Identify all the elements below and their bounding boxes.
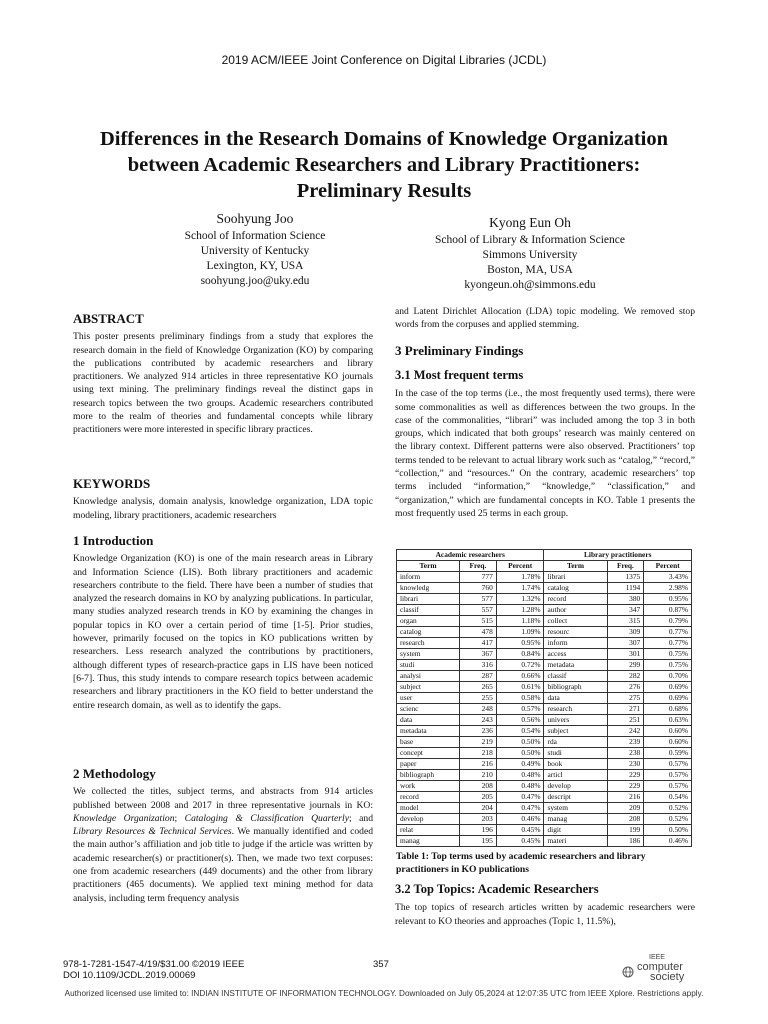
freq-cell: 219	[460, 737, 497, 748]
freq-cell: 196	[460, 825, 497, 836]
group-header-practitioners: Library practitioners	[544, 550, 692, 561]
term-cell: catalog	[397, 627, 460, 638]
table-row	[397, 649, 692, 660]
journal-name: Knowledge Organization	[73, 812, 175, 824]
freq-cell: 242	[607, 726, 644, 737]
percent-cell: 0.52%	[644, 803, 692, 814]
percent-cell: 0.63%	[644, 715, 692, 726]
table-row	[397, 704, 692, 715]
term-cell: collect	[544, 616, 607, 627]
authorized-use-notice: Authorized licensed use limited to: INDIAN INSTITUTE OF INFORMATION TECHNOLOGY. Downloaded on July 05,2024 at 12:07:35 UTC from IEEE Xplore. Restrictions apply.	[64, 989, 704, 998]
percent-cell: 0.61%	[496, 682, 544, 693]
term-cell: record	[544, 594, 607, 605]
percent-cell: 0.75%	[644, 660, 692, 671]
ieee-computer-society-logo	[622, 954, 712, 987]
column-header: Percent	[496, 561, 544, 572]
freq-cell: 301	[607, 649, 644, 660]
methodology-section	[73, 767, 373, 905]
author-location: Lexington, KY, USA	[206, 260, 304, 272]
introduction-heading: 1 Introduction	[73, 533, 154, 548]
term-cell: classif	[544, 671, 607, 682]
table-row	[397, 737, 692, 748]
table-row	[397, 616, 692, 627]
freq-cell: 367	[460, 649, 497, 660]
term-cell: author	[544, 605, 607, 616]
journal-name: Cataloging & Classification Quarterly	[184, 812, 349, 824]
freq-cell: 265	[460, 682, 497, 693]
title-line: Preliminary Results	[296, 180, 472, 202]
table-row	[397, 693, 692, 704]
term-cell: rda	[544, 737, 607, 748]
freq-cell: 210	[460, 770, 497, 781]
frequent-terms-text: In the case of the top terms (i.e., the most frequently used terms), there were some commonalities as well as differences between the two groups. In the case of the commonalities, “librari” was included among the top 3 in both groups, which indicated that both groups’ research was mainly centered on the library context. Different patterns were also observed. Practitioners’ top terms tended to be relevant to actual library work such as “catalog,” “record,” “collection,” and “resources.” On the contrary, academic researchers’ top terms included “information,” “knowledge,” “classification,” and “organization,” which are fundamental concepts in KO. Table 1 presents the most frequently used 25 terms in each group.	[395, 388, 695, 519]
percent-cell: 0.52%	[644, 814, 692, 825]
table-row	[397, 814, 692, 825]
percent-cell: 0.69%	[644, 682, 692, 693]
author-name: Soohyung Joo	[216, 211, 294, 226]
percent-cell: 0.57%	[644, 759, 692, 770]
introduction-text: Knowledge Organization (KO) is one of the main research areas in Library and Information Science (LIS). Both library practitioners and academic researchers contribute to the field. There have been a number of studies that analyzed the research domains in KO by analyzing publications. In particular, many studies analyzed research trends in KO by examining the changes in popular topics in KO over a certain period of time [1-5]. Prior studies, however, primarily focused on the topics in KO publications written by researchers. Less research analyzed the contributions by practitioners, although different types of research-practice gaps in LIS have been noticed [6-7]. Thus, this study intends to compare research topics between academic researchers and library practitioners in the KO field to better understand the entire research domain, as well as to identify the gaps.	[73, 553, 373, 711]
author-email[interactable]: kyongeun.oh@simmons.edu	[464, 279, 596, 291]
abstract-heading: ABSTRACT	[73, 311, 144, 326]
percent-cell: 0.57%	[496, 704, 544, 715]
footer-isbn: 978-1-7281-1547-4/19/$31.00 ©2019 IEEE	[63, 959, 245, 970]
freq-cell: 315	[607, 616, 644, 627]
paper-title	[40, 126, 728, 204]
page-number: 357	[373, 959, 389, 970]
term-cell: organ	[397, 616, 460, 627]
term-cell: digit	[544, 825, 607, 836]
author-dept: School of Information Science	[184, 230, 326, 242]
term-cell: univers	[544, 715, 607, 726]
term-cell: manag	[544, 814, 607, 825]
percent-cell: 0.48%	[496, 781, 544, 792]
top-topics-heading: 3.2 Top Topics: Academic Researchers	[395, 882, 599, 896]
column-header: Term	[544, 561, 607, 572]
abstract-text: This poster presents preliminary findings from a study that explores the research domain in the field of Knowledge Organization (KO) by comparing the publications contributed by academic researchers and library practitioners. We analyzed 914 articles in three representative KO journals using text mining. The preliminary findings reveal the distinct gaps in research topics between the two groups. Academic researchers contributed more to the realm of theories and fundamental concepts while library practitioners were more interested in specific library practices.	[73, 331, 373, 436]
freq-cell: 238	[607, 748, 644, 759]
freq-cell: 316	[460, 660, 497, 671]
keywords-heading: KEYWORDS	[73, 476, 151, 491]
freq-cell: 347	[607, 605, 644, 616]
term-cell: metadata	[544, 660, 607, 671]
logo-computer-text: computer	[637, 961, 683, 973]
column-header: Term	[397, 561, 460, 572]
percent-cell: 0.77%	[644, 638, 692, 649]
freq-cell: 380	[607, 594, 644, 605]
freq-cell: 248	[460, 704, 497, 715]
percent-cell: 0.59%	[644, 748, 692, 759]
column-header: Freq.	[607, 561, 644, 572]
table-row	[397, 682, 692, 693]
term-cell: concept	[397, 748, 460, 759]
term-cell: materi	[544, 836, 607, 847]
author-dept: School of Library & Information Science	[434, 234, 625, 246]
freq-cell: 287	[460, 671, 497, 682]
top-topics-section	[395, 883, 695, 928]
percent-cell: 0.84%	[496, 649, 544, 660]
term-cell: work	[397, 781, 460, 792]
freq-cell: 216	[607, 792, 644, 803]
freq-cell: 199	[607, 825, 644, 836]
term-cell: subject	[544, 726, 607, 737]
term-cell: librari	[544, 572, 607, 583]
table-row	[397, 660, 692, 671]
freq-cell: 236	[460, 726, 497, 737]
table-1	[396, 549, 692, 847]
table-row	[397, 627, 692, 638]
percent-cell: 0.57%	[644, 781, 692, 792]
group-header-academic: Academic researchers	[397, 550, 544, 561]
term-cell: system	[397, 649, 460, 660]
table-row	[397, 726, 692, 737]
percent-cell: 0.69%	[644, 693, 692, 704]
percent-cell: 1.09%	[496, 627, 544, 638]
term-cell: data	[544, 693, 607, 704]
term-cell: scienc	[397, 704, 460, 715]
conference-header: 2019 ACM/IEEE Joint Conference on Digital Libraries (JCDL)	[221, 53, 547, 67]
journal-name: Library Resources & Technical Services	[73, 826, 232, 838]
author-name: Kyong Eun Oh	[489, 215, 571, 230]
term-cell: base	[397, 737, 460, 748]
table-row	[397, 825, 692, 836]
freq-cell: 515	[460, 616, 497, 627]
percent-cell: 2.98%	[644, 583, 692, 594]
table-row	[397, 781, 692, 792]
globe-icon	[622, 966, 634, 978]
introduction-section	[73, 534, 373, 712]
freq-cell: 208	[460, 781, 497, 792]
freq-cell: 203	[460, 814, 497, 825]
table-row	[397, 638, 692, 649]
author-1	[130, 210, 380, 289]
term-cell: studi	[544, 748, 607, 759]
percent-cell: 0.87%	[644, 605, 692, 616]
freq-cell: 204	[460, 803, 497, 814]
term-cell: develop	[544, 781, 607, 792]
freq-cell: 186	[607, 836, 644, 847]
table-row	[397, 572, 692, 583]
term-cell: descript	[544, 792, 607, 803]
table-row	[397, 759, 692, 770]
term-cell: user	[397, 693, 460, 704]
percent-cell: 1.78%	[496, 572, 544, 583]
percent-cell: 0.54%	[496, 726, 544, 737]
author-location: Boston, MA, USA	[487, 264, 573, 276]
footer-doi[interactable]: DOI 10.1109/JCDL.2019.00069	[63, 970, 196, 981]
percent-cell: 1.18%	[496, 616, 544, 627]
term-cell: book	[544, 759, 607, 770]
term-cell: model	[397, 803, 460, 814]
percent-cell: 0.75%	[644, 649, 692, 660]
freq-cell: 205	[460, 792, 497, 803]
author-2	[395, 214, 665, 293]
table-row	[397, 803, 692, 814]
freq-cell: 275	[607, 693, 644, 704]
term-cell: record	[397, 792, 460, 803]
freq-cell: 209	[607, 803, 644, 814]
terms-table	[396, 549, 692, 847]
table-row	[397, 748, 692, 759]
percent-cell: 1.32%	[496, 594, 544, 605]
percent-cell: 0.46%	[644, 836, 692, 847]
freq-cell: 478	[460, 627, 497, 638]
column-header: Freq.	[460, 561, 497, 572]
title-line: between Academic Researchers and Library Practitioners:	[127, 154, 641, 176]
percent-cell: 0.95%	[644, 594, 692, 605]
table-row	[397, 792, 692, 803]
term-cell: bibliograph	[544, 682, 607, 693]
freq-cell: 239	[607, 737, 644, 748]
top-topics-text: The top topics of research articles written by academic researchers were relevant to KO theories and approaches (Topic 1, 11.5%),	[395, 902, 695, 927]
term-cell: research	[544, 704, 607, 715]
freq-cell: 777	[460, 572, 497, 583]
table-caption: Table 1: Top terms used by academic researchers and library practitioners in KO publications	[396, 851, 646, 875]
term-cell: data	[397, 715, 460, 726]
term-cell: analysi	[397, 671, 460, 682]
freq-cell: 276	[607, 682, 644, 693]
freq-cell: 577	[460, 594, 497, 605]
freq-cell: 1375	[607, 572, 644, 583]
table-row	[397, 671, 692, 682]
freq-cell: 218	[460, 748, 497, 759]
freq-cell: 1194	[607, 583, 644, 594]
freq-cell: 195	[460, 836, 497, 847]
logo-ieee-text: IEEE	[649, 954, 665, 961]
term-cell: subject	[397, 682, 460, 693]
freq-cell: 230	[607, 759, 644, 770]
percent-cell: 0.70%	[644, 671, 692, 682]
percent-cell: 0.45%	[496, 836, 544, 847]
term-cell: inform	[544, 638, 607, 649]
freq-cell: 271	[607, 704, 644, 715]
percent-cell: 0.68%	[644, 704, 692, 715]
percent-cell: 1.74%	[496, 583, 544, 594]
freq-cell: 216	[460, 759, 497, 770]
freq-cell: 282	[607, 671, 644, 682]
keywords-text: Knowledge analysis, domain analysis, knowledge organization, LDA topic modeling, library practitioners, academic researchers	[73, 496, 373, 521]
freq-cell: 307	[607, 638, 644, 649]
percent-cell: 0.57%	[644, 770, 692, 781]
abstract-section	[73, 312, 373, 437]
freq-cell: 760	[460, 583, 497, 594]
term-cell: develop	[397, 814, 460, 825]
percent-cell: 0.77%	[644, 627, 692, 638]
freq-cell: 417	[460, 638, 497, 649]
table-row	[397, 836, 692, 847]
term-cell: catalog	[544, 583, 607, 594]
author-univ: University of Kentucky	[200, 245, 310, 257]
percent-cell: 0.47%	[496, 803, 544, 814]
percent-cell: 0.47%	[496, 792, 544, 803]
percent-cell: 0.79%	[644, 616, 692, 627]
table-row	[397, 605, 692, 616]
term-cell: metadata	[397, 726, 460, 737]
percent-cell: 0.48%	[496, 770, 544, 781]
percent-cell: 0.60%	[644, 726, 692, 737]
table-row	[397, 583, 692, 594]
freq-cell: 309	[607, 627, 644, 638]
term-cell: access	[544, 649, 607, 660]
term-cell: resourc	[544, 627, 607, 638]
term-cell: paper	[397, 759, 460, 770]
findings-heading: 3 Preliminary Findings	[395, 343, 524, 358]
percent-cell: 0.72%	[496, 660, 544, 671]
frequent-terms-section	[395, 369, 695, 520]
term-cell: relat	[397, 825, 460, 836]
column-header: Percent	[644, 561, 692, 572]
term-cell: knowledg	[397, 583, 460, 594]
table-row	[397, 594, 692, 605]
methodology-heading: 2 Methodology	[73, 766, 156, 781]
freq-cell: 251	[607, 715, 644, 726]
term-cell: librari	[397, 594, 460, 605]
term-cell: bibliograph	[397, 770, 460, 781]
percent-cell: 3.43%	[644, 572, 692, 583]
percent-cell: 0.66%	[496, 671, 544, 682]
percent-cell: 0.60%	[644, 737, 692, 748]
percent-cell: 1.28%	[496, 605, 544, 616]
percent-cell: 0.46%	[496, 814, 544, 825]
table-row	[397, 715, 692, 726]
percent-cell: 0.50%	[644, 825, 692, 836]
term-cell: studi	[397, 660, 460, 671]
table-row	[397, 770, 692, 781]
title-line: Differences in the Research Domains of Knowledge Organization	[99, 128, 669, 150]
term-cell: system	[544, 803, 607, 814]
percent-cell: 0.49%	[496, 759, 544, 770]
freq-cell: 229	[607, 770, 644, 781]
term-cell: classif	[397, 605, 460, 616]
freq-cell: 557	[460, 605, 497, 616]
percent-cell: 0.45%	[496, 825, 544, 836]
term-cell: research	[397, 638, 460, 649]
frequent-terms-heading: 3.1 Most frequent terms	[395, 368, 524, 382]
term-cell: articl	[544, 770, 607, 781]
author-email[interactable]: soohyung.joo@uky.edu	[200, 275, 310, 287]
percent-cell: 0.50%	[496, 748, 544, 759]
percent-cell: 0.58%	[496, 693, 544, 704]
percent-cell: 0.50%	[496, 737, 544, 748]
percent-cell: 0.54%	[644, 792, 692, 803]
keywords-section	[73, 477, 373, 522]
methodology-text: We collected the titles, subject terms, and abstracts from 914 articles published between 2008 and 2017 in three representative journals in KO: Knowledge Organization; Cataloging & Classification Quarterly; and Library Resources & Technical Services. We manually identified and coded the main author’s affiliation and job title to judge if the article was written by academic researcher(s) or practitioner(s). Then, we made two text corpuses: one from academic researchers (449 documents) and the other from library practitioners (465 documents). We applied text mining method for data analysis, including term frequency analysis	[73, 786, 373, 904]
freq-cell: 229	[607, 781, 644, 792]
freq-cell: 208	[607, 814, 644, 825]
author-univ: Simmons University	[482, 249, 578, 261]
methodology-continued: and Latent Dirichlet Allocation (LDA) topic modeling. We removed stop words from the corpuses and applied stemming.	[395, 306, 695, 331]
findings-section	[395, 344, 695, 362]
term-cell: manag	[397, 836, 460, 847]
percent-cell: 0.56%	[496, 715, 544, 726]
term-cell: inform	[397, 572, 460, 583]
freq-cell: 243	[460, 715, 497, 726]
logo-society-text: society	[650, 971, 685, 983]
freq-cell: 255	[460, 693, 497, 704]
percent-cell: 0.95%	[496, 638, 544, 649]
freq-cell: 299	[607, 660, 644, 671]
